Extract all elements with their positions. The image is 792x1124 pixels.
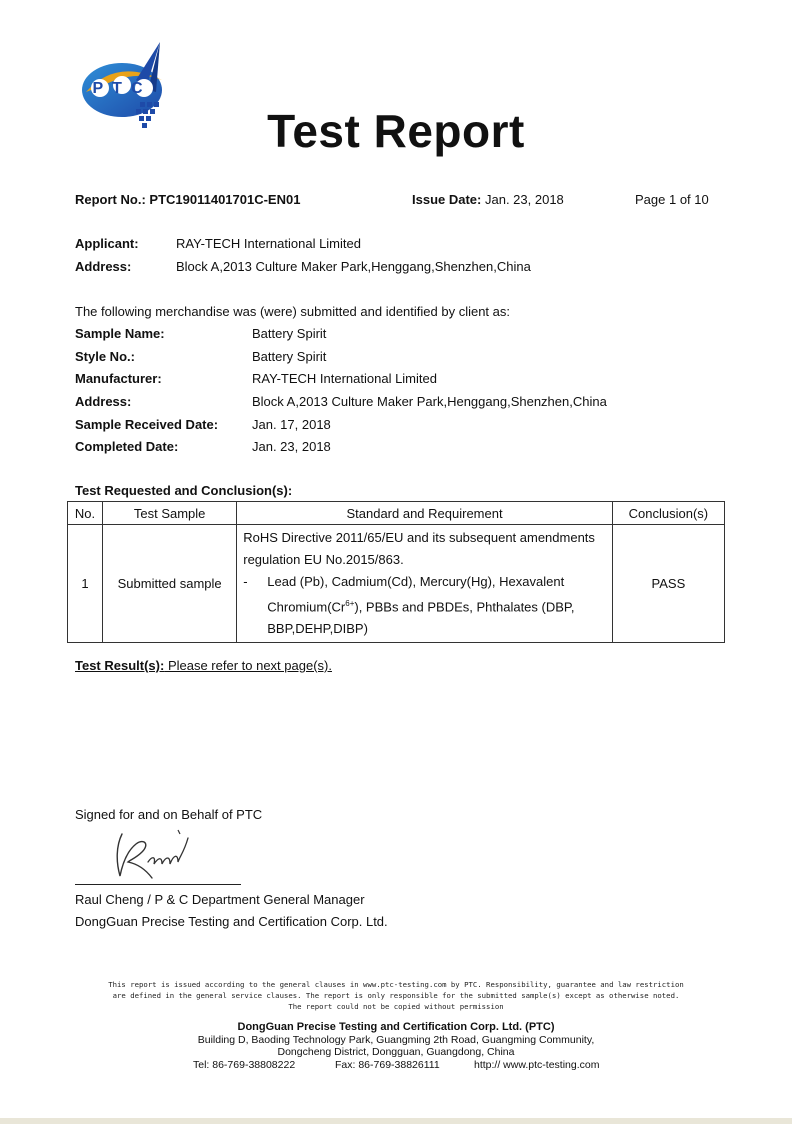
signature-line <box>75 884 241 885</box>
signatory-company: DongGuan Precise Testing and Certification Corp. Ltd. <box>75 914 388 929</box>
table-header-row <box>68 502 725 525</box>
completed-date-value: Jan. 23, 2018 <box>252 439 331 454</box>
applicant-value: RAY-TECH International Limited <box>176 236 361 251</box>
sample-name-label: Sample Name: <box>75 326 165 341</box>
footer-website: http:// www.ptc-testing.com <box>474 1059 600 1071</box>
list-dash: - <box>243 574 248 589</box>
disclaimer-line-3: The report could not be copied without permission <box>288 1002 504 1011</box>
standard-substances <box>243 571 606 640</box>
style-no-value: Battery Spirit <box>252 349 327 364</box>
report-number-label: Report No.: <box>75 192 146 207</box>
cell-standard <box>237 525 613 643</box>
issue-date-value: Jan. 23, 2018 <box>485 192 564 207</box>
page-bottom-edge <box>0 1118 792 1124</box>
report-number-value: PTC19011401701C-EN01 <box>149 192 301 207</box>
applicant-address-label: Address: <box>75 259 132 274</box>
manufacturer-address-label: Address: <box>75 394 132 409</box>
footer-address-2: Dongcheng District, Dongguan, Guangdong, China <box>277 1046 515 1058</box>
cell-conclusion: PASS <box>612 525 724 643</box>
signatory-name-title: Raul Cheng / P & C Department General Manager <box>75 892 365 907</box>
sample-name-value: Battery Spirit <box>252 326 327 341</box>
style-no-label: Style No.: <box>75 349 135 364</box>
footer-address-1: Building D, Baoding Technology Park, Guangming 2th Road, Guangming Community, <box>197 1034 595 1046</box>
table-row <box>68 525 725 643</box>
received-date-value: Jan. 17, 2018 <box>252 417 331 432</box>
test-result-label: Test Result(s): <box>75 658 165 673</box>
signature-image <box>108 826 208 889</box>
disclaimer-line-2: are defined in the general service clauses. The report is only responsible for the submitted sample(s) except as otherwise noted. <box>112 991 680 1000</box>
manufacturer-address-value: Block A,2013 Culture Maker Park,Henggang,Shenzhen,China <box>252 394 607 409</box>
header-test-sample: Test Sample <box>103 502 237 525</box>
intro-text: The following merchandise was (were) submitted and identified by client as: <box>75 304 510 319</box>
applicant-address-value: Block A,2013 Culture Maker Park,Henggang,Shenzhen,China <box>176 259 531 274</box>
header-no: No. <box>68 502 103 525</box>
issue-date-label: Issue Date: <box>412 192 482 207</box>
test-section-title: Test Requested and Conclusion(s): <box>75 483 293 498</box>
footer-fax: Fax: 86-769-38826111 <box>335 1059 440 1071</box>
issue-date <box>412 192 564 207</box>
test-result-text: Please refer to next page(s). <box>164 658 332 673</box>
report-number <box>75 192 300 207</box>
standard-line-1: RoHS Directive 2011/65/EU and its subsequent amendments <box>243 530 595 545</box>
cell-no: 1 <box>68 525 103 643</box>
svg-text:PTC: PTC <box>92 80 152 97</box>
substances-part-a: Lead (Pb), Cadmium(Cd), Mercury(Hg), Hexavalent Chromium(Cr <box>267 574 565 615</box>
cell-sample: Submitted sample <box>103 525 237 643</box>
test-result <box>75 658 332 673</box>
manufacturer-label: Manufacturer: <box>75 371 162 386</box>
conclusion-table <box>67 501 725 643</box>
applicant-label: Applicant: <box>75 236 139 251</box>
signed-for: Signed for and on Behalf of PTC <box>75 807 263 822</box>
substances-part-b: ), PBBs and PBDEs, Phthalates (DBP, BBP,DEHP,DIBP) <box>267 599 575 637</box>
footer-company: DongGuan Precise Testing and Certification Corp. Ltd. (PTC) <box>237 1021 555 1033</box>
footer-tel: Tel: 86-769-38808222 <box>193 1059 296 1071</box>
page-number: Page 1 of 10 <box>635 192 709 207</box>
header-conclusion: Conclusion(s) <box>612 502 724 525</box>
chromium-superscript: 6+ <box>345 599 355 608</box>
header-standard: Standard and Requirement <box>237 502 613 525</box>
manufacturer-value: RAY-TECH International Limited <box>252 371 437 386</box>
disclaimer-line-1: This report is issued according to the general clauses in www.ptc-testing.com by PTC. Responsibility, guarantee and law restriction <box>108 980 684 989</box>
received-date-label: Sample Received Date: <box>75 417 219 432</box>
page-title: Test Report <box>267 105 525 157</box>
completed-date-label: Completed Date: <box>75 439 179 454</box>
standard-line-2: regulation EU No.2015/863. <box>243 552 404 567</box>
